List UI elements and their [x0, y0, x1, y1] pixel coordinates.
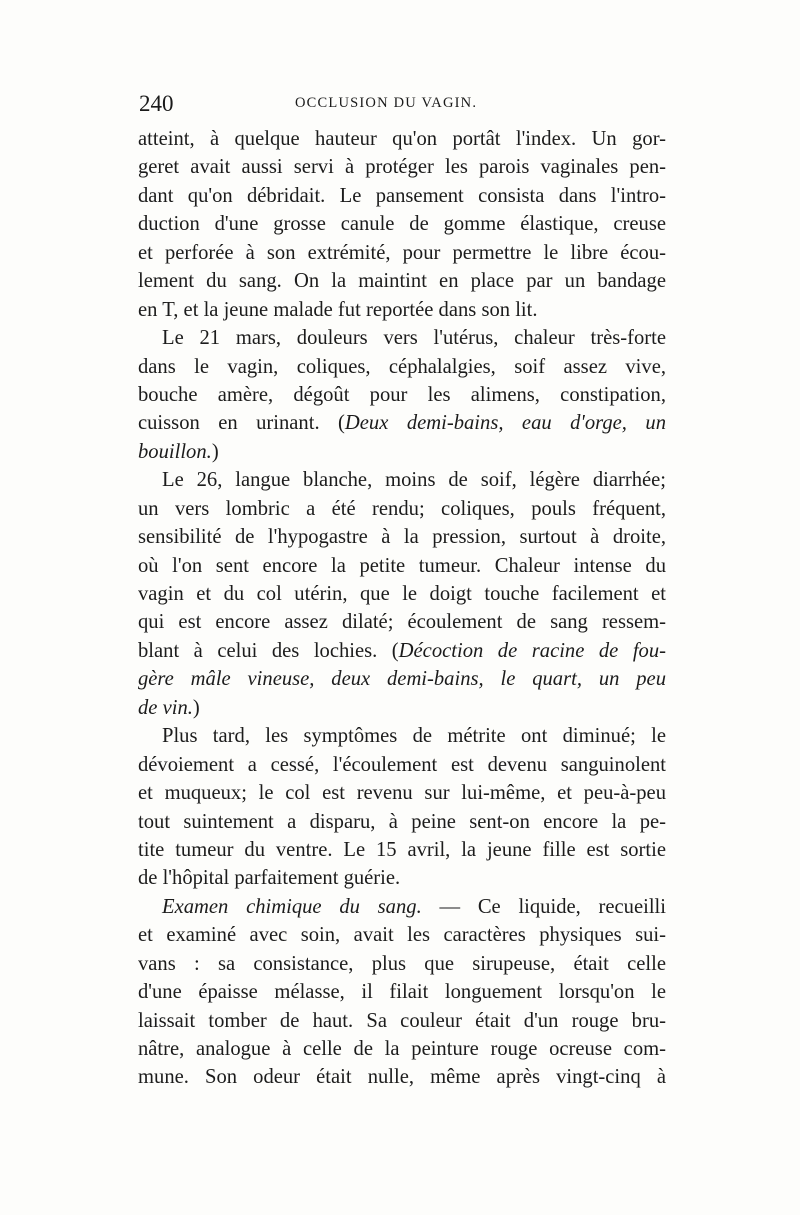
text-segment: blant à celui des lochies. ( [138, 639, 399, 662]
text-line [138, 1063, 666, 1091]
text-segment: en T, et la jeune malade fut reportée dans son lit. [138, 298, 538, 321]
text-line [138, 239, 666, 267]
page-number: 240 [139, 91, 174, 116]
text-line [138, 438, 666, 466]
italic-segment: gère mâle vineuse, deux demi-bains, le quart, un peu [138, 668, 666, 691]
text-line [138, 751, 666, 779]
text-line [138, 694, 666, 722]
text-line [138, 267, 666, 295]
text-segment: Plus tard, les symptômes de métrite ont diminué; le [162, 725, 666, 748]
text-line [138, 552, 666, 580]
page-header [139, 90, 669, 120]
text-segment: un vers lombric a été rendu; coliques, pouls fréquent, [138, 497, 666, 520]
text-segment: sensibilité de l'hypogastre à la pression, surtout à droite, [138, 526, 666, 549]
italic-segment: Décoction de racine de fou- [398, 639, 666, 662]
text-line [138, 182, 666, 210]
text-line [138, 1007, 666, 1035]
text-line [138, 495, 666, 523]
text-segment: de l'hôpital parfaitement guérie. [138, 867, 401, 890]
text-segment: d'une épaisse mélasse, il filait longuement lorsqu'on le [138, 981, 666, 1004]
text-line [138, 409, 666, 437]
running-head: OCCLUSION DU VAGIN. [295, 95, 478, 111]
text-segment: duction d'une grosse canule de gomme élastique, creuse [138, 213, 666, 236]
text-line [138, 864, 666, 892]
text-line [138, 353, 666, 381]
text-line [138, 921, 666, 949]
text-segment: Le 26, langue blanche, moins de soif, légère diarrhée; [162, 469, 666, 492]
text-segment: dant qu'on débridait. Le pansement consista dans l'intro- [138, 184, 666, 207]
text-line [138, 950, 666, 978]
text-segment: dévoiement a cessé, l'écoulement est devenu sanguinolent [138, 753, 666, 776]
body-text [138, 125, 666, 1092]
italic-segment: bouillon. [138, 440, 212, 463]
text-segment: qui est encore assez dilaté; écoulement de sang ressem- [138, 611, 666, 634]
text-line [138, 779, 666, 807]
text-line [138, 324, 666, 352]
text-segment: laissait tomber de haut. Sa couleur était d'un rouge bru- [138, 1009, 666, 1032]
text-line [138, 125, 666, 153]
text-line [138, 296, 666, 324]
text-line [138, 836, 666, 864]
text-line [138, 808, 666, 836]
text-segment: mune. Son odeur était nulle, même après vingt-cinq à [138, 1066, 666, 1089]
text-segment: tout suintement a disparu, à peine sent-on encore la pe- [138, 810, 666, 833]
text-line [138, 580, 666, 608]
text-line [138, 210, 666, 238]
italic-segment: Examen chimique du sang. [162, 895, 422, 918]
text-segment: tite tumeur du ventre. Le 15 avril, la jeune fille est sortie [138, 838, 666, 861]
text-line [138, 637, 666, 665]
text-line [138, 153, 666, 181]
text-segment: où l'on sent encore la petite tumeur. Chaleur intense du [138, 554, 666, 577]
text-line [138, 523, 666, 551]
text-line [138, 978, 666, 1006]
text-segment: — Ce liquide, recueilli [421, 895, 667, 918]
text-line [138, 608, 666, 636]
text-segment: Le 21 mars, douleurs vers l'utérus, chaleur très-forte [162, 327, 666, 350]
text-segment: vagin et du col utérin, que le doigt touche facilement et [138, 583, 666, 605]
text-segment: ) [211, 440, 219, 463]
text-segment: vans : sa consistance, plus que sirupeuse, était celle [138, 952, 666, 975]
text-segment: geret avait aussi servi à protéger les parois vaginales pen- [138, 156, 666, 179]
text-line [138, 466, 666, 494]
text-segment: et perforée à son extrémité, pour permettre le libre écou- [138, 241, 666, 264]
text-segment: nâtre, analogue à celle de la peinture rouge ocreuse com- [138, 1038, 666, 1060]
text-segment: cuisson en urinant. ( [138, 412, 345, 435]
text-segment: bouche amère, dégoût pour les alimens, constipation, [138, 383, 666, 406]
text-line [138, 722, 666, 750]
text-segment: dans le vagin, coliques, céphalalgies, soif assez vive, [138, 355, 666, 378]
text-segment: et examiné avec soin, avait les caractères physiques sui- [138, 924, 666, 947]
text-line [138, 1035, 666, 1063]
text-segment: atteint, à quelque hauteur qu'on portât l'index. Un gor- [138, 128, 666, 150]
text-segment: ) [192, 696, 200, 719]
text-segment: lement du sang. On la maintint en place par un bandage [138, 270, 666, 293]
italic-segment: de vin. [138, 696, 193, 719]
text-segment: et muqueux; le col est revenu sur lui-même, et peu-à-peu [138, 782, 666, 805]
italic-segment: Deux demi-bains, eau d'orge, un [344, 412, 666, 435]
text-line [138, 381, 666, 409]
text-line [138, 893, 666, 921]
text-line [138, 665, 666, 693]
